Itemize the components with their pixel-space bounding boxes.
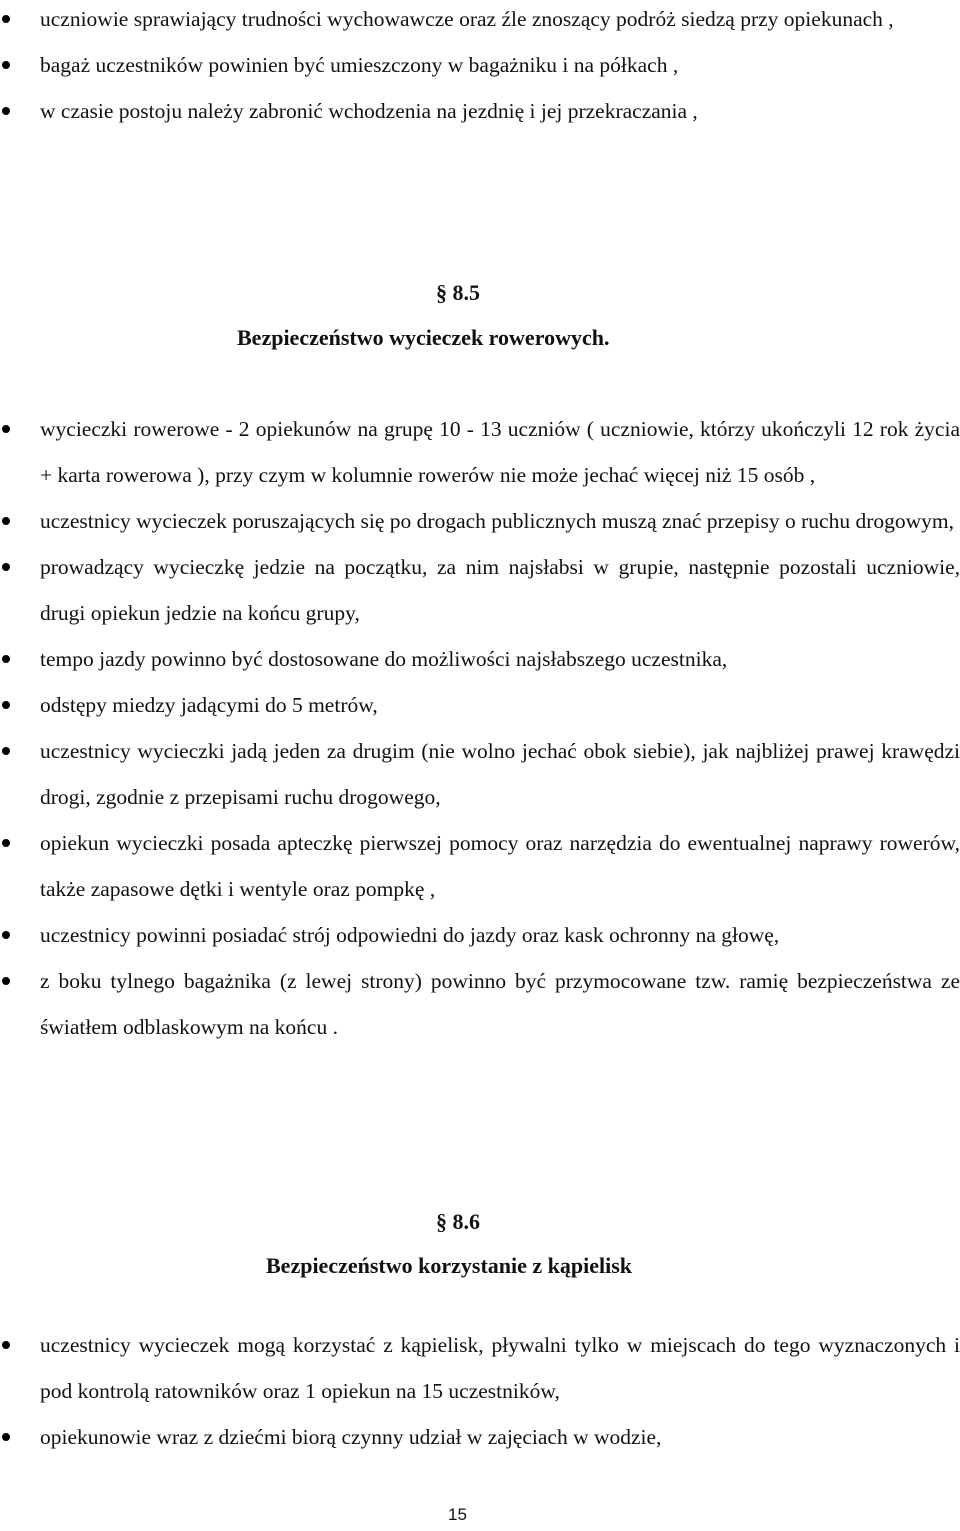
list-item-text: tempo jazdy powinno być dostosowane do możliwości najsłabszego uczestnika, <box>40 647 728 671</box>
list-item <box>0 544 960 636</box>
section-2-bullet-list <box>0 1322 960 1460</box>
bullet-icon <box>2 931 10 939</box>
list-item-text: bagaż uczestników powinien być umieszczony w bagażniku i na półkach , <box>40 53 679 77</box>
bullet-icon <box>2 107 10 115</box>
list-item <box>0 42 960 88</box>
intro-bullet-list <box>0 0 960 134</box>
bullet-icon <box>2 15 10 23</box>
list-item-text: opiekun wycieczki posada apteczkę pierwszej pomocy oraz narzędzia do ewentualnej naprawy rowerów, także zapasowe dętki i wentyle oraz pompkę , <box>40 831 960 901</box>
list-item <box>0 1322 960 1414</box>
section-1-bullet-list <box>0 406 960 1050</box>
section-title: Bezpieczeństwo korzystanie z kąpielisk <box>266 1253 633 1278</box>
bullet-icon <box>2 839 10 847</box>
list-item-text: wycieczki rowerowe - 2 opiekunów na grupę 10 - 13 uczniów ( uczniowie, którzy ukończyli 12 rok życia + karta rowerowa ), przy czym w kolumnie rowerów nie może jechać więcej niż 15 osób , <box>40 417 960 487</box>
bullet-icon <box>2 563 10 571</box>
list-item <box>0 88 960 134</box>
list-item <box>0 1414 960 1460</box>
section-title: Bezpieczeństwo wycieczek rowerowych. <box>237 325 610 350</box>
list-item <box>0 728 960 820</box>
list-item <box>0 820 960 912</box>
bullet-icon <box>2 747 10 755</box>
list-item-text: z boku tylnego bagażnika (z lewej strony) powinno być przymocowane tzw. ramię bezpieczeństwa ze światłem odblaskowym na końcu . <box>40 969 960 1039</box>
list-item-text: uczestnicy wycieczki jadą jeden za drugim (nie wolno jechać obok siebie), jak najbliżej prawej krawędzi drogi, zgodnie z przepisami ruchu drogowego, <box>40 739 960 809</box>
bullet-icon <box>2 517 10 525</box>
list-item-text: uczestnicy wycieczek poruszających się po drogach publicznych muszą znać przepisy o ruchu drogowym, <box>40 509 954 533</box>
bullet-icon <box>2 1341 10 1349</box>
list-item-text: uczestnicy wycieczek mogą korzystać z kąpielisk, pływalni tylko w miejscach do tego wyznaczonych i pod kontrolą ratowników oraz 1 opiekun na 15 uczestników, <box>40 1333 960 1403</box>
list-item-text: w czasie postoju należy zabronić wchodzenia na jezdnię i jej przekraczania , <box>40 99 698 123</box>
list-item-text: prowadzący wycieczkę jedzie na początku, za nim najsłabsi w grupie, następnie pozostali uczniowie, drugi opiekun jedzie na końcu grupy, <box>40 555 960 625</box>
list-item <box>0 912 960 958</box>
list-item-text: uczestnicy powinni posiadać strój odpowiedni do jazdy oraz kask ochronny na głowę, <box>40 923 780 947</box>
list-item <box>0 958 960 1050</box>
list-item <box>0 498 960 544</box>
bullet-icon <box>2 61 10 69</box>
page-number: 15 <box>448 1505 467 1524</box>
bullet-icon <box>2 701 10 709</box>
list-item-text: opiekunowie wraz z dziećmi biorą czynny udział w zajęciach w wodzie, <box>40 1425 662 1449</box>
bullet-icon <box>2 977 10 985</box>
list-item <box>0 636 960 682</box>
list-item <box>0 406 960 498</box>
section-number: § 8.6 <box>436 1209 480 1234</box>
section-number: § 8.5 <box>436 280 480 305</box>
list-item-text: odstępy miedzy jadącymi do 5 metrów, <box>40 693 378 717</box>
bullet-icon <box>2 425 10 433</box>
bullet-icon <box>2 655 10 663</box>
list-item <box>0 0 960 42</box>
list-item-text: uczniowie sprawiający trudności wychowawcze oraz źle znoszący podróż siedzą przy opiekunach , <box>40 7 894 31</box>
list-item <box>0 682 960 728</box>
bullet-icon <box>2 1433 10 1441</box>
